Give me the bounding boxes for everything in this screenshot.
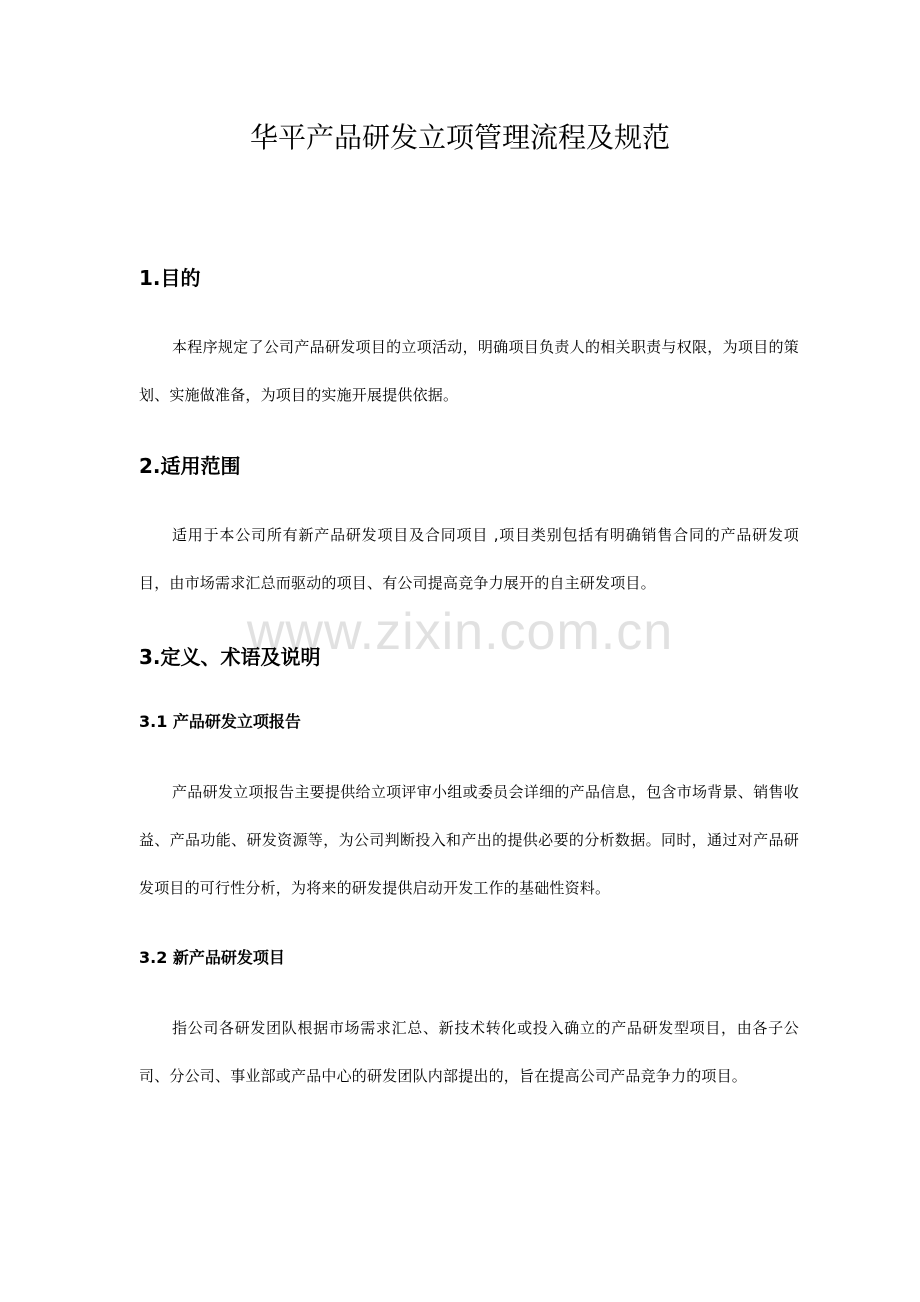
section-heading-scope: 2.适用范围: [139, 454, 241, 478]
section-heading-definitions: 3.定义、术语及说明: [139, 645, 321, 669]
subsection-heading-new-product: 3.2 新产品研发项目: [139, 948, 285, 967]
section-paragraph-purpose: 本程序规定了公司产品研发项目的立项活动，明确项目负责人的相关职责与权限，为项目的策划、实施做准备，为项目的实施开展提供依据。: [139, 338, 799, 404]
section-paragraph-scope: 适用于本公司所有新产品研发项目及合同项目 ,项目类别包括有明确销售合同的产品研发项目，由市场需求汇总而驱动的项目、有公司提高竞争力展开的自主研发项目。: [139, 526, 799, 592]
subsection-heading-report: 3.1 产品研发立项报告: [139, 712, 301, 731]
watermark-text: www.zixin.com.cn: [246, 603, 674, 661]
document-title: 华平产品研发立项管理流程及规范: [249, 121, 670, 154]
section-heading-purpose: 1.目的: [139, 266, 201, 290]
subsection-paragraph-report: 产品研发立项报告主要提供给立项评审小组或委员会详细的产品信息，包含市场背景、销售收益、产品功能、研发资源等，为公司判断投入和产出的提供必要的分析数据。同时，通过对产品研发项目的可行性分析，为将来的研发提供启动开发工作的基础性资料。: [139, 783, 799, 897]
subsection-paragraph-new-product: 指公司各研发团队根据市场需求汇总、新技术转化或投入确立的产品研发型项目，由各子公司、分公司、事业部或产品中心的研发团队内部提出的，旨在提高公司产品竞争力的项目。: [139, 1019, 799, 1085]
